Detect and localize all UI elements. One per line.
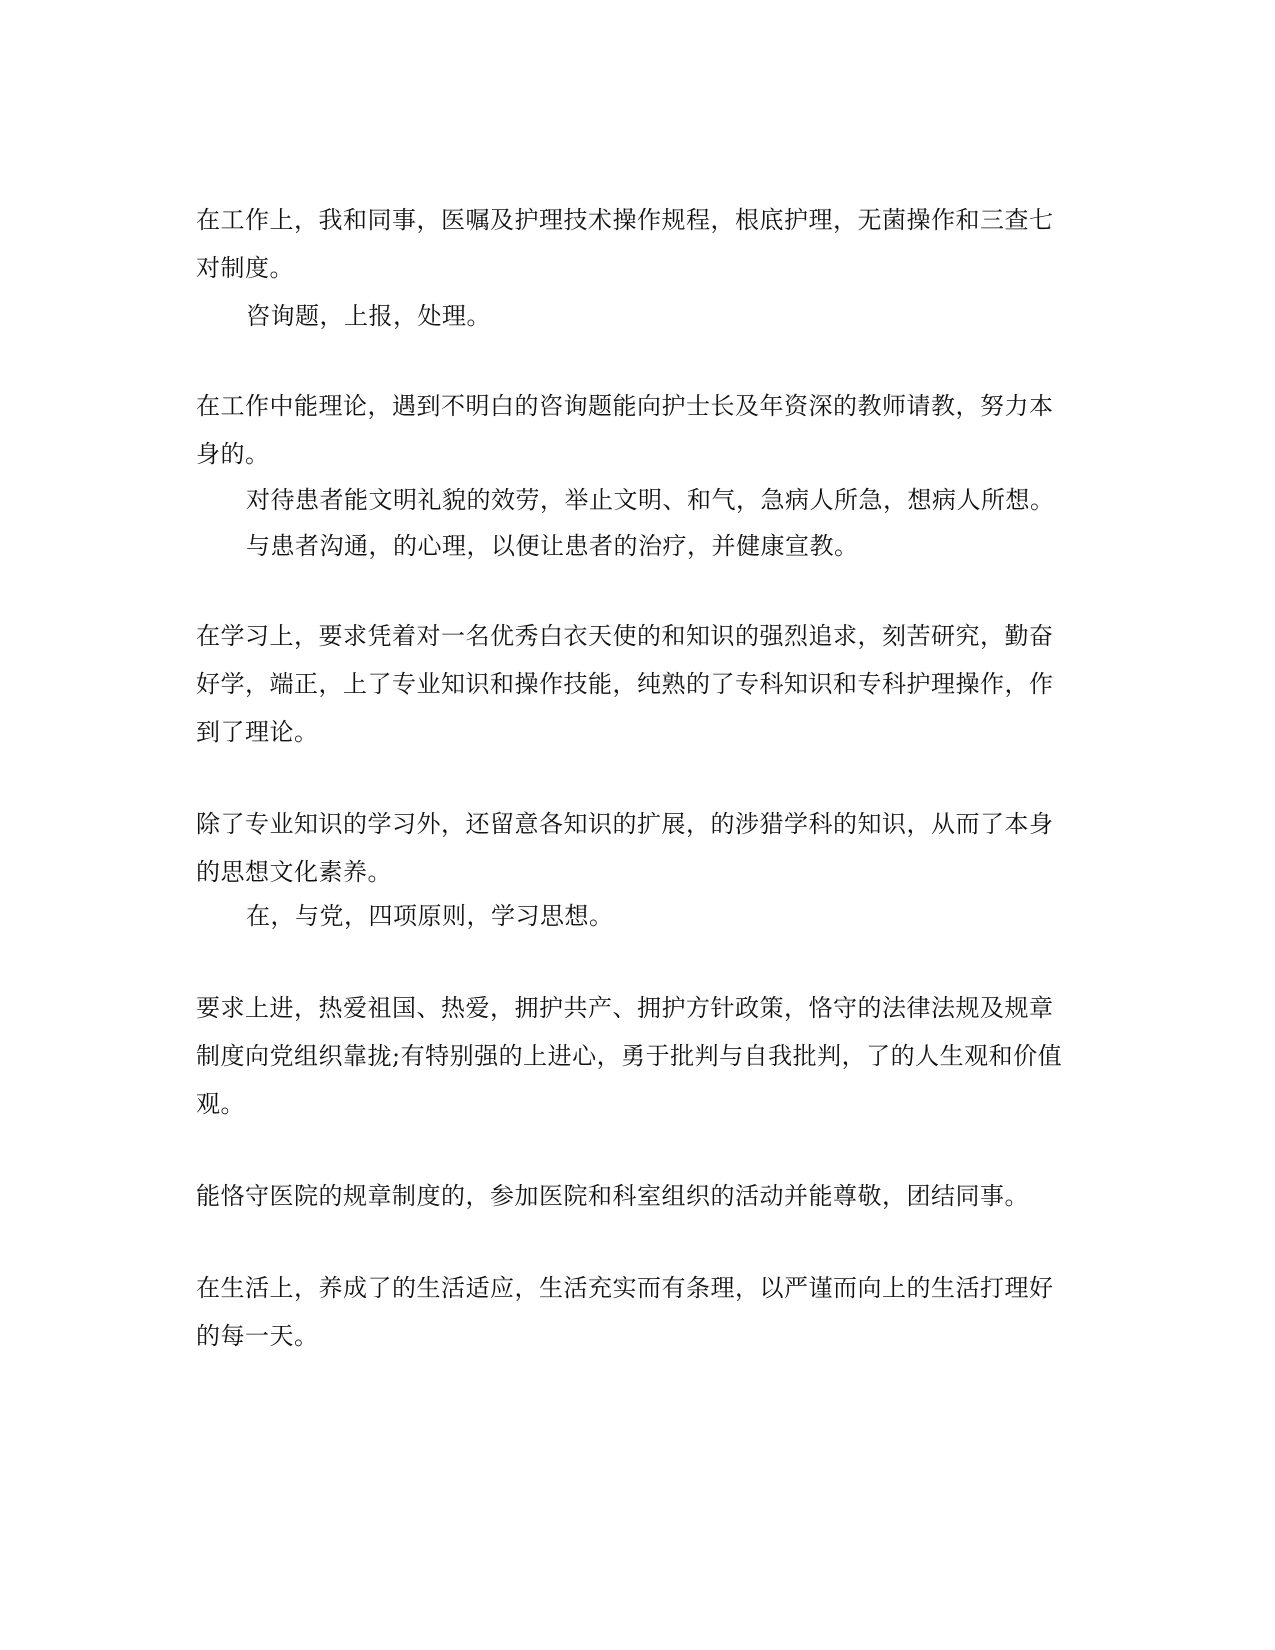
paragraph-progress: 要求上进，热爱祖国、热爱，拥护共产、拥护方针政策，恪守的法律法规及规章制度向党组织靠拢;有特别强的上进心，勇于批判与自我批判，了的人生观和价值观。 <box>196 994 1063 1118</box>
paragraph-work: 在工作上，我和同事，医嘱及护理技术操作规程，根底护理，无菌操作和三查七对制度。 <box>196 206 1054 282</box>
paragraph-rules: 能恪守医院的规章制度的，参加医院和科室组织的活动并能尊敬，团结同事。 <box>196 1182 1029 1210</box>
paragraph-study: 在学习上，要求凭着对一名优秀白衣天使的和知识的强烈追求，刻苦研究，勤奋好学，端正，上了专业知识和操作技能，纯熟的了专科知识和专科护理操作，作到了理论。 <box>196 622 1054 746</box>
paragraph-communication: 与患者沟通，的心理，以便让患者的治疗，并健康宣教。 <box>246 532 859 560</box>
paragraph-practice: 在工作中能理论，遇到不明白的咨询题能向护士长及年资深的教师请教，努力本身的。 <box>196 392 1054 468</box>
paragraph-report: 咨询题，上报，处理。 <box>246 302 491 330</box>
paragraph-principles: 在，与党，四项原则，学习思想。 <box>246 902 614 930</box>
paragraph-courtesy: 对待患者能文明礼貌的效劳，举止文明、和气，急病人所急，想病人所想。 <box>246 486 1055 514</box>
paragraph-knowledge: 除了专业知识的学习外，还留意各知识的扩展，的涉猎学科的知识，从而了本身的思想文化素养。 <box>196 810 1054 886</box>
paragraph-life: 在生活上，养成了的生活适应，生活充实而有条理，以严谨而向上的生活打理好的每一天。 <box>196 1274 1054 1350</box>
